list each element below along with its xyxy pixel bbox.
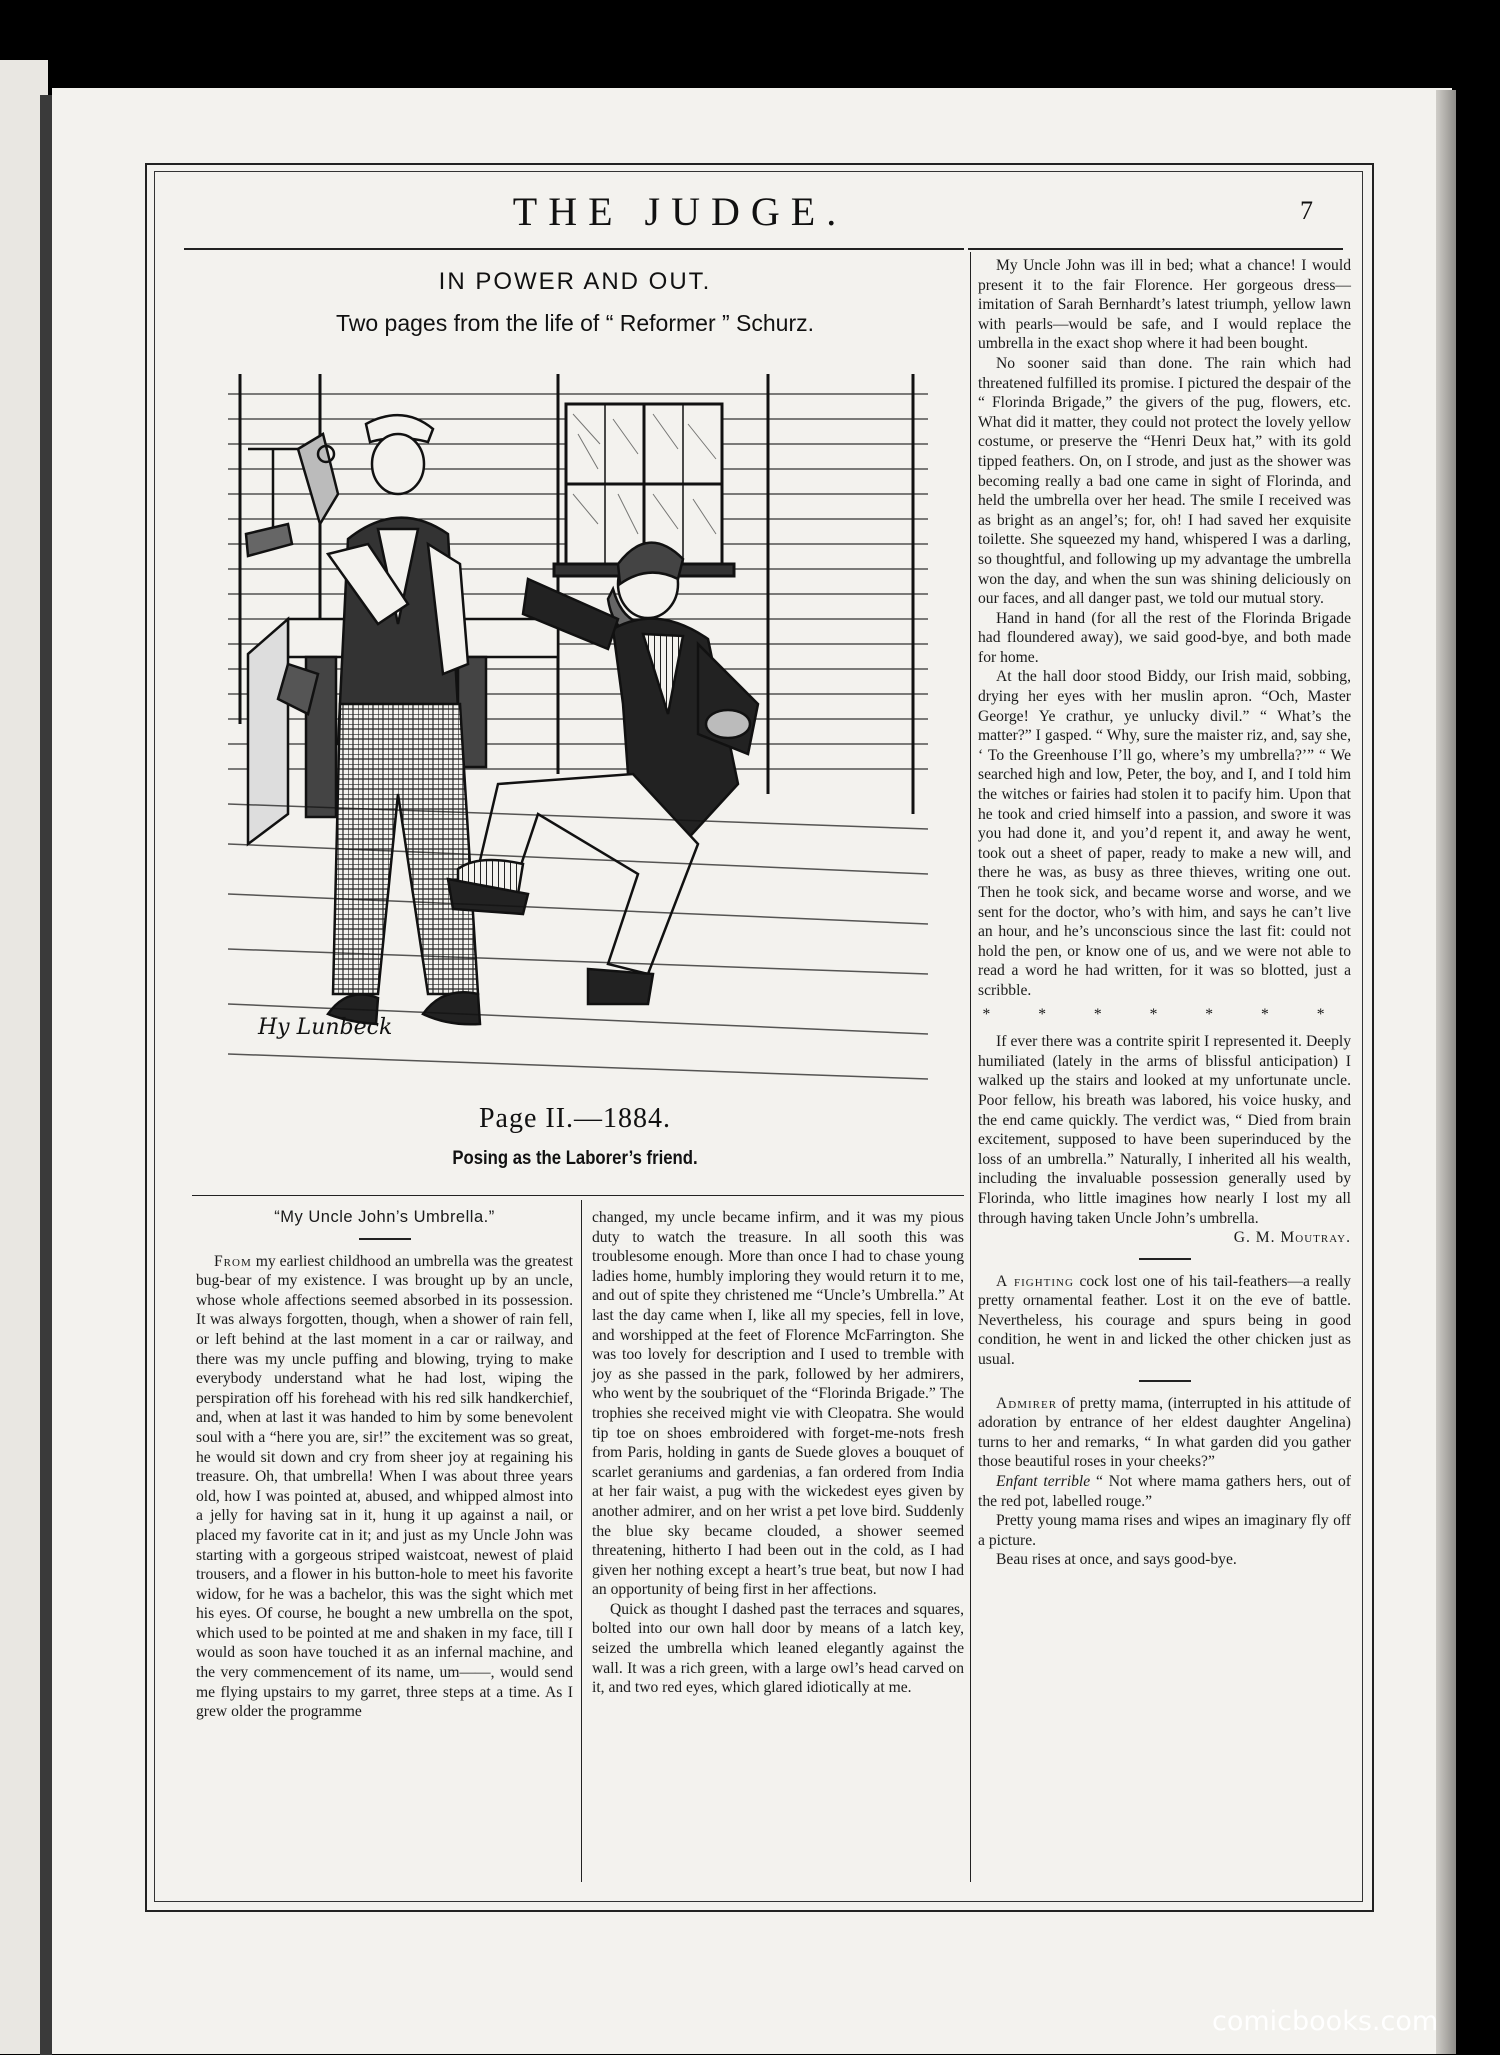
filler2-opening: Admirer	[996, 1394, 1058, 1412]
binding-shadow	[40, 95, 52, 2055]
filler-admirer	[978, 1394, 1351, 1472]
story-title: “My Uncle John’s Umbrella.”	[274, 1208, 495, 1226]
artist-signature: Hy Lunbeck	[258, 1015, 393, 1040]
page-number: 7	[1300, 196, 1313, 225]
column-divider-right	[970, 252, 971, 1882]
section-break-stars: * * * * * * *	[982, 1005, 1347, 1023]
filler-rule-1	[1139, 1258, 1191, 1260]
filler-rule-2	[1139, 1380, 1191, 1382]
story-column-2	[592, 1208, 964, 1698]
story-paragraph-4: My Uncle John was ill in bed; what a chance! I would present it to the fair Florence. Her gorgeous dress—imitation of Sarah Bernhardt’s latest triumph, yellow lawn with pearls—would be safe, and I would replace the umbrella in the exact shop where it had been bought.	[978, 257, 1351, 353]
story-column-1	[196, 1208, 573, 1722]
cartoon-illustration	[228, 374, 928, 1084]
cartoon-caption-page: Page II.—1884.	[478, 1103, 672, 1134]
story-column-3	[978, 256, 1351, 1570]
filler-fighting-cock	[978, 1272, 1351, 1370]
filler1-opening: A fighting	[996, 1272, 1074, 1290]
story-opening-smallcaps: From	[214, 1252, 252, 1270]
watermark: comicbooks.com	[1212, 2006, 1439, 2037]
story-signature: G. M. Moutray.	[1233, 1229, 1351, 1247]
story-paragraph-6: Hand in hand (for all the rest of the Florinda Brigade had floundered away), we said good-bye, and both made for home.	[978, 609, 1351, 666]
filler-mama-rises: Pretty young mama rises and wipes an imaginary fly off a picture.	[978, 1512, 1351, 1549]
story-paragraph-8: If ever there was a contrite spirit I represented it. Deeply humiliated (lately in the arms of blissful anticipation) I walked up the stairs and looked at my unfortunate uncle. Poor fellow, his breath was labored, his voice husky, and the end came quickly. The verdict was, “ Died from brain excitement, supposed to have been superinduced by the loss of an umbrella.” Naturally, I inherited all his wealth, including the invaluable possession generally used by Florinda, who little imagines how nearly I lost my all through having taken Uncle John’s umbrella.	[978, 1033, 1351, 1227]
cartoon-caption-description: Posing as the Laborer’s friend.	[452, 1148, 698, 1169]
filler-enfant-terrible	[978, 1472, 1351, 1511]
enfant-terrible-italic: Enfant terrible	[996, 1473, 1091, 1491]
masthead-rule	[184, 248, 964, 250]
feature-title: IN POWER AND OUT.	[438, 268, 712, 295]
story-paragraph-1	[196, 1252, 573, 1722]
column-divider-left	[581, 1200, 582, 1882]
title-rule	[359, 1238, 411, 1240]
story-paragraph-7: At the hall door stood Biddy, our Irish maid, sobbing, drying her eyes with her muslin apron. “Och, Master George! Ye crathur, ye unlucky divil.” “ What’s the matter?” I gasped. “ Why, sure the maister riz, and, say she, ‘ To the Greenhouse I’ll go, where’s my umbrella?’” “ We searched high and low, Peter, the boy, and I, and I told him the witches or fairies had stolen it to pacify him. Upon that he took and cried himself into a passion, and swore it was you had done it, and you’d repent it, and away he went, took out a sheet of paper, ready to make a new will, and there he was, as busy as three thieves, writing one out. Then he took sick, and became worse and worse, and we sent for the doctor, who’s with him, and says he can’t live an hour, and he’s unconscious since the last fit: could not hold the pen, or know one of us, and we were not able to read a word he had written, for it was so blotted, just a scribble.	[978, 668, 1351, 999]
feature-subtitle: Two pages from the life of “ Reformer ” Schurz.	[335, 310, 815, 336]
page-edge-shadow	[1436, 90, 1456, 2054]
enfant-terrible-text: “ Not where mama gathers hers, out of the red pot, labelled rouge.”	[978, 1473, 1351, 1510]
story-paragraph-3: Quick as thought I dashed past the terraces and squares, bolted into our own hall door by means of a latch key, seized the umbrella which leaned elegantly against the wall. It was a rich green, with a large owl’s head carved on it, and two red eyes, which glared idiotically at me.	[592, 1600, 964, 1697]
cartoon-section-rule	[192, 1195, 964, 1196]
story-paragraph-5: No sooner said than done. The rain which had threatened fulfilled its promise. I pictured the despair of the “ Florinda Brigade,” the givers of the pug, flowers, etc. What did it matter, they could not protect the lovely yellow costume, or preserve the “Henri Deux hat,” with its gold tipped feathers. On, on I strode, and just as the shower was becoming really a bad one came in sight of Florinda, and held the umbrella over her head. The smile I received was as bright as an angel’s; for, oh! I had saved her exquisite toilette. She squeezed my hand, whispered I was a darling, so thoughtful, and following up my advantage the umbrella won the day, and when the sun was shining deliciously on our faces, and all danger past, we told our mutual story.	[978, 354, 1351, 608]
filler-beau-rises: Beau rises at once, and says good-bye.	[996, 1551, 1237, 1569]
masthead: THE JUDGE.	[512, 189, 848, 234]
filler1-text: cock lost one of his tail-feathers—a really pretty ornamental feather. Lost it on the eve of battle. Nevertheless, his courage and spurs being in good condition, he went in and licked the other chicken just as usual.	[978, 1272, 1351, 1369]
masthead-rule-right	[968, 248, 1343, 250]
story-text: my earliest childhood an umbrella was the greatest bug-bear of my existence. I was brought up by an uncle, whose whole affections seemed absorbed in its possession. It was always forgotten, though, when a shower of rain fell, or left behind at the last moment in a car or railway, and there was my uncle puffing and blowing, trying to make everybody understand what he had lost, wiping the perspiration off his forehead with his red silk handkerchief, and, when at last it was handed to him by some benevolent soul with a “here you are, sir!” the excitement was so great, he would sit down and cry from sheer joy at regaining his treasure. Oh, that umbrella! When I was about three years old, how I was pointed at, abused, and whipped almost into a jelly for having sat in it, hung it up against a nail, or placed my favorite cat in it; and just as my Uncle John was starting with a gorgeous striped waistcoat, newest of plaid trousers, and a flower in his button-hole to meet his favorite widow, for he was a bachelor, this was the sight which met his eyes. Of course, he bought a new umbrella on the spot, which used to be pointed at me and shaken in my face, till I would as soon have touched it as an infernal machine, and the very commencement of its name, um——, would send me flying upstairs to my garret, three steps at a time. As I grew older the programme	[196, 1252, 573, 1721]
filler2-text: of pretty mama, (interrupted in his attitude of adoration by entrance of her eldest daughter Angelina) turns to her and remarks, “ In what garden did you gather those beautiful roses in your cheeks?”	[978, 1394, 1352, 1471]
story-paragraph-2: changed, my uncle became infirm, and it was my pious duty to watch the treasure. In all sooth this was troublesome enough. More than once I had to chase young ladies home, humbly imploring they would return it to me, and out of spite they christened me “Uncle’s Umbrella.” At last the day came when I, like all my species, fell in love, and worshipped at the feet of Florence McFarrington. She was too lovely for description and I used to tremble with joy as she passed in the park, followed by her admirers, who went by the soubriquet of the “Florinda Brigade.” The trophies she received might vie with Cleopatra. She would tip toe on shoes embroidered with forget-me-nots fresh from Paris, holding in gants de Suede gloves a bouquet of scarlet geraniums and gardenias, a fan ordered from India at her fair waist, a pug with the wickedest eyes given by another admirer, and on her wrist a pet love bird. Suddenly the blue sky became clouded, a shower seemed threatening, hitherto I had been out in the cold, as I had given her nothing except a heart’s true beat, but now I had an opportunity of being first in her affections.	[592, 1209, 964, 1599]
